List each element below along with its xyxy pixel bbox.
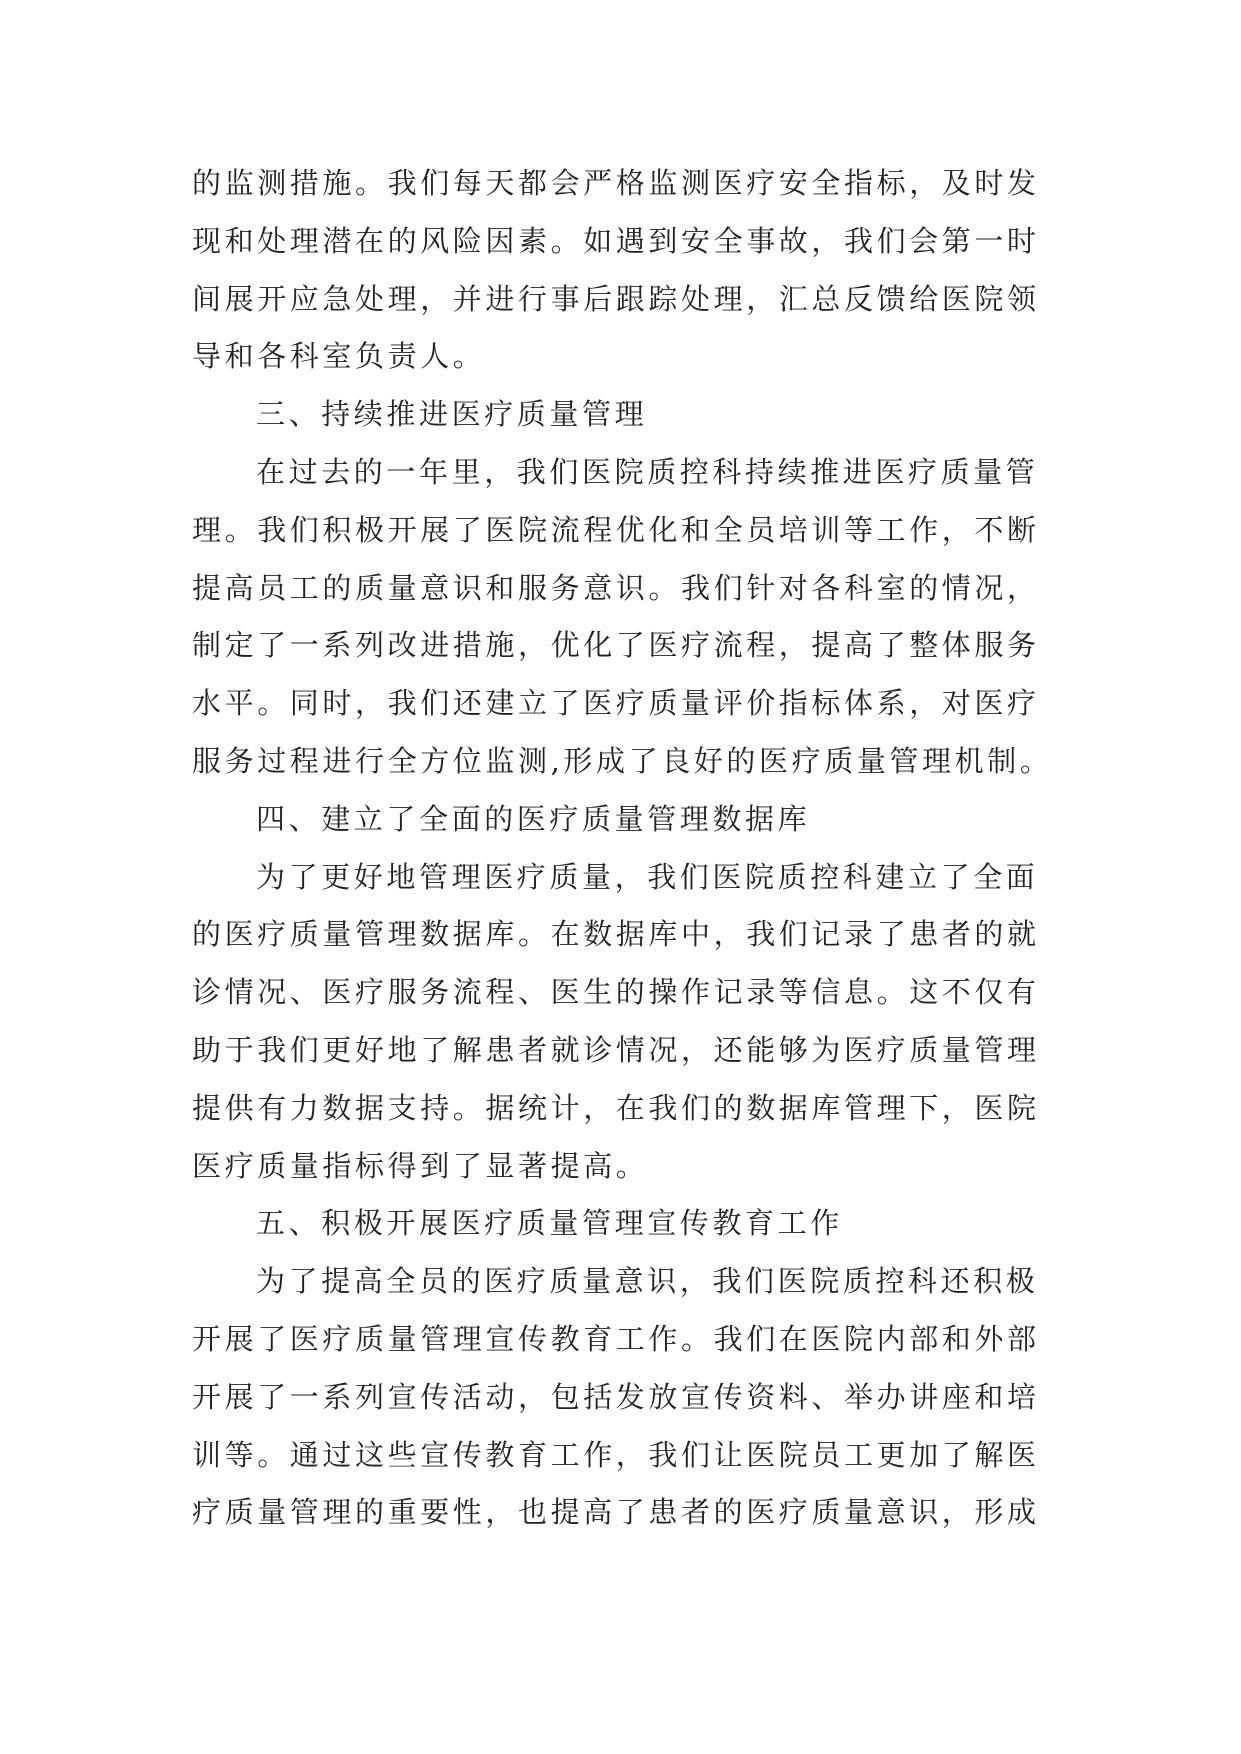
section-heading-5: 五、积极开展医疗质量管理宣传教育工作 xyxy=(256,1206,843,1241)
text-line: 制定了一系列改进措施，优化了医疗流程，提高了整体服务 xyxy=(192,628,1040,663)
text-line: 开展了一系列宣传活动，包括发放宣传资料、举办讲座和培 xyxy=(192,1379,1040,1414)
text-line: 为了提高全员的医疗质量意识，我们医院质控科还积极 xyxy=(256,1264,1039,1299)
text-line: 在过去的一年里，我们医院质控科持续推进医疗质量管 xyxy=(256,454,1039,489)
text-line: 助于我们更好地了解患者就诊情况，还能够为医疗质量管理 xyxy=(192,1032,1040,1067)
text-line: 现和处理潜在的风险因素。如遇到安全事故，我们会第一时 xyxy=(192,223,1040,258)
section-heading-4: 四、建立了全面的医疗质量管理数据库 xyxy=(256,801,811,836)
text-line: 提供有力数据支持。据统计，在我们的数据库管理下，医院 xyxy=(192,1090,1040,1125)
text-line: 理。我们积极开展了医院流程优化和全员培训等工作，不断 xyxy=(192,512,1040,547)
text-line: 为了更好地管理医疗质量，我们医院质控科建立了全面 xyxy=(256,859,1039,894)
text-line: 开展了医疗质量管理宣传教育工作。我们在医院内部和外部 xyxy=(192,1321,1040,1356)
text-line: 诊情况、医疗服务流程、医生的操作记录等信息。这不仅有 xyxy=(192,975,1040,1010)
text-line: 服务过程进行全方位监测,形成了良好的医疗质量管理机制。 xyxy=(192,743,1053,778)
section-heading-3: 三、持续推进医疗质量管理 xyxy=(256,397,648,432)
text-line: 水平。同时，我们还建立了医疗质量评价指标体系，对医疗 xyxy=(192,686,1040,721)
text-line: 的监测措施。我们每天都会严格监测医疗安全指标，及时发 xyxy=(192,166,1040,200)
text-line: 疗质量管理的重要性，也提高了患者的医疗质量意识，形成 xyxy=(192,1495,1040,1530)
text-line: 的医疗质量管理数据库。在数据库中，我们记录了患者的就 xyxy=(192,917,1040,952)
text-line: 导和各科室负责人。 xyxy=(192,339,486,374)
text-line: 提高员工的质量意识和服务意识。我们针对各科室的情况， xyxy=(192,570,1040,605)
text-line: 医疗质量指标得到了显著提高。 xyxy=(192,1148,649,1183)
document-body xyxy=(192,155,1060,1542)
text-line: 训等。通过这些宣传教育工作，我们让医院员工更加了解医 xyxy=(192,1437,1040,1472)
text-line: 间展开应急处理，并进行事后跟踪处理，汇总反馈给医院领 xyxy=(192,281,1040,316)
